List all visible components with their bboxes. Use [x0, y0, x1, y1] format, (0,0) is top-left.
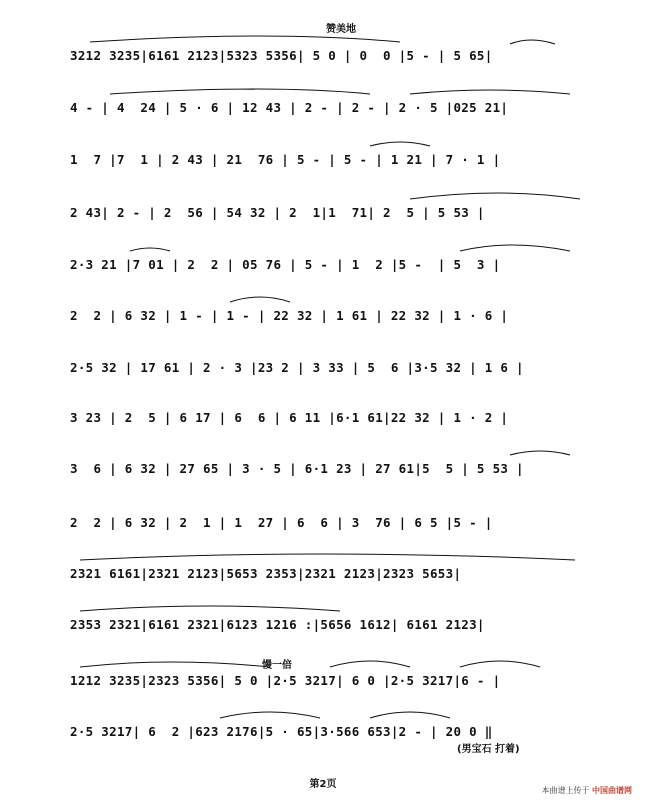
tempo-annotation: 慢一倍: [262, 660, 292, 671]
score-row-8: [70, 400, 588, 440]
score-row-3: [70, 142, 588, 182]
notation-line: 2 2 | 6 32 | 2 1 | 1 27 | 6 6 | 3 76 | 6 5 |5 - |: [70, 515, 493, 530]
notation-line: 3 6 | 6 32 | 27 65 | 3 · 5 | 6·1 23 | 27 61|5 5 | 5 53 |: [70, 461, 524, 476]
notation-line: 3 23 | 2 5 | 6 17 | 6 6 | 6 11 |6·1 61|22 32 | 1 · 2 |: [70, 410, 509, 425]
score-row-4: [70, 195, 588, 235]
notation-line: 3212 3235|6161 2123|5323 5356| 5 0 | 0 0 |5 - | 5 65|: [70, 48, 493, 63]
score-row-10: [70, 505, 588, 545]
score-row-11: [70, 556, 588, 596]
credit-prefix: 本曲谱上传于: [541, 786, 590, 795]
score-row-1: [70, 38, 588, 78]
notation-line: 2·5 32 | 17 61 | 2 · 3 |23 2 | 3 33 | 5 6 |3·5 32 | 1 6 |: [70, 360, 524, 375]
top-annotation: 赞美地: [326, 24, 356, 35]
site-brand: 中国曲谱网: [592, 786, 632, 795]
notation-line: 2·5 3217| 6 2 |623 2176|5 · 65|3·566 653|2 - | 20 0 ‖: [70, 724, 493, 739]
page-number: 第2页: [309, 779, 337, 790]
notation-line: 2 43| 2 - | 2 56 | 54 32 | 2 1|1 71| 2 5 | 5 53 |: [70, 205, 485, 220]
score-row-6: [70, 298, 588, 338]
upload-credit: [541, 785, 632, 796]
notation-line: 2321 6161|2321 2123|5653 2353|2321 2123|2323 5653|: [70, 566, 462, 581]
score-row-12: [70, 607, 588, 647]
notation-line: 1212 3235|2323 5356| 5 0 |2·5 3217| 6 0 |2·5 3217|6 - |: [70, 673, 501, 688]
score-row-5: [70, 247, 588, 287]
singer-annotation: (男宝石 打着): [457, 744, 520, 755]
notation-line: 1 7 |7 1 | 2 43 | 21 76 | 5 - | 5 - | 1 21 | 7 · 1 |: [70, 152, 501, 167]
notation-line: 2·3 21 |7 01 | 2 2 | 05 76 | 5 - | 1 2 |5 - | 5 3 |: [70, 257, 501, 272]
score-row-9: [70, 451, 588, 491]
score-row-7: [70, 350, 588, 390]
notation-line: 2 2 | 6 32 | 1 - | 1 - | 22 32 | 1 61 | 22 32 | 1 · 6 |: [70, 308, 509, 323]
notation-line: 2353 2321|6161 2321|6123 1216 :|5656 1612| 6161 2123|: [70, 617, 485, 632]
notation-line: 4 - | 4 24 | 5 · 6 | 12 43 | 2 - | 2 - | 2 · 5 |025 21|: [70, 100, 509, 115]
score-row-13: [70, 663, 588, 703]
score-row-2: [70, 90, 588, 130]
